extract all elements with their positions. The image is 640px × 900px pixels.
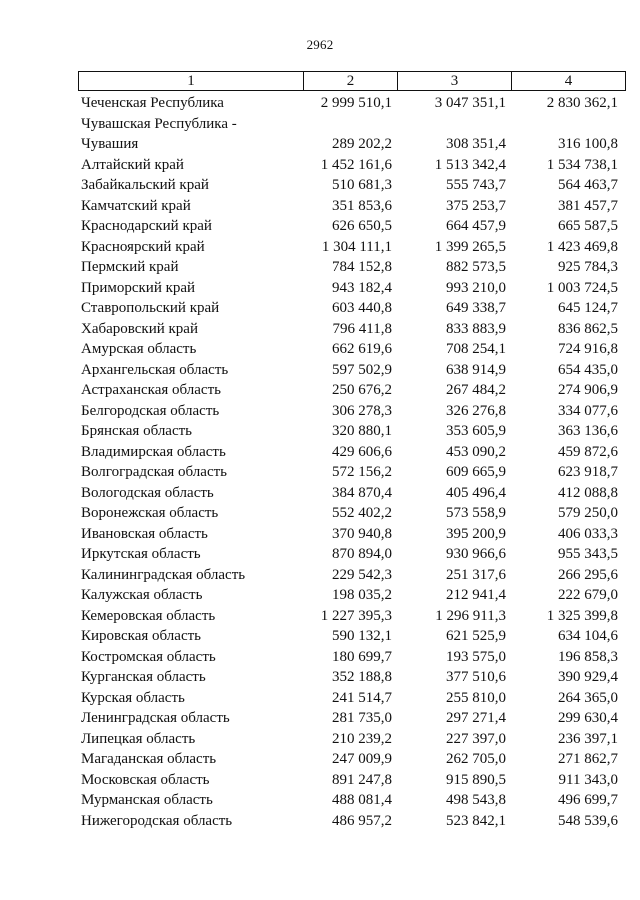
value-col-3: 297 271,4 (446, 710, 506, 726)
value-col-3: 621 525,9 (446, 628, 506, 644)
value-col-4: 299 630,4 (558, 710, 618, 726)
value-col-4: 236 397,1 (558, 730, 618, 747)
table-row (78, 667, 626, 688)
value-col-4: 459 872,6 (558, 443, 618, 460)
header-col-1: 1 (187, 72, 195, 89)
value-col-3: 375 253,7 (446, 197, 506, 214)
value-col-2: 870 894,0 (332, 546, 392, 562)
value-col-3: 1 513 342,4 (434, 156, 506, 173)
value-col-3: 609 665,9 (446, 464, 506, 480)
value-col-2: 281 735,0 (332, 710, 392, 726)
table-row (78, 503, 626, 524)
value-col-4: 266 295,6 (558, 566, 618, 583)
region-name: Иркутская область (81, 546, 201, 562)
table-row (78, 647, 626, 668)
region-name: Кемеровская область (81, 607, 216, 624)
table-row (78, 401, 626, 422)
value-col-2: 796 411,8 (332, 320, 392, 337)
value-col-3: 523 842,1 (446, 812, 506, 829)
table-row (78, 442, 626, 463)
value-col-4: 665 587,5 (558, 218, 618, 234)
region-name: Курганская область (81, 669, 206, 685)
table-row (78, 770, 626, 791)
region-name: Приморский край (81, 279, 196, 296)
value-col-3: 308 351,4 (446, 136, 506, 152)
value-col-4: 222 679,0 (558, 587, 618, 603)
table-row (78, 257, 626, 278)
value-col-2: 351 853,6 (332, 197, 392, 214)
value-col-3: 664 457,9 (446, 218, 506, 234)
data-table (78, 71, 626, 831)
value-col-4: 390 929,4 (558, 669, 618, 685)
value-col-3: 993 210,0 (446, 279, 506, 296)
value-col-3: 227 397,0 (446, 730, 506, 747)
region-name: Воронежская область (81, 505, 219, 521)
value-col-2: 572 156,2 (332, 464, 392, 480)
value-col-3: 555 743,7 (446, 177, 506, 193)
value-col-4: 645 124,7 (558, 300, 618, 316)
value-col-3: 193 575,0 (446, 648, 506, 665)
value-col-4: 911 343,0 (558, 771, 618, 788)
value-col-2: 306 278,3 (332, 402, 392, 419)
value-col-4: 412 088,8 (558, 484, 618, 501)
value-col-2: 510 681,3 (332, 177, 392, 193)
value-col-3: 377 510,6 (446, 669, 506, 685)
value-col-3: 882 573,5 (446, 259, 506, 275)
value-col-2: 590 132,1 (332, 628, 392, 644)
value-col-3: 3 047 351,1 (434, 95, 506, 111)
value-col-2: 626 650,5 (332, 218, 392, 234)
region-name: Липецкая область (81, 730, 196, 747)
value-col-2: 198 035,2 (332, 587, 392, 603)
region-name: Брянская область (81, 423, 193, 439)
region-name: Владимирская область (81, 443, 226, 460)
value-col-2: 241 514,7 (332, 689, 392, 706)
value-col-3: 353 605,9 (446, 423, 506, 439)
region-name: Волгоградская область (81, 464, 227, 480)
table-row (78, 421, 626, 442)
value-col-4: 634 104,6 (558, 628, 618, 644)
value-col-2: 370 940,8 (332, 525, 392, 542)
table-row (78, 688, 626, 709)
table-row (78, 237, 626, 258)
region-name: Вологодская область (81, 484, 214, 501)
value-col-2: 247 009,9 (332, 751, 392, 767)
table-row (78, 319, 626, 340)
table-header (78, 71, 626, 91)
table-row (78, 380, 626, 401)
value-col-2: 488 081,4 (332, 792, 392, 808)
region-name: Магаданская область (81, 751, 217, 767)
region-name: Пермский край (81, 259, 179, 275)
value-col-4: 406 033,3 (558, 525, 618, 542)
value-col-4: 564 463,7 (558, 177, 618, 193)
table-row (78, 216, 626, 237)
value-col-2: 552 402,2 (332, 505, 392, 521)
value-col-3: 915 890,5 (446, 771, 506, 788)
value-col-3: 453 090,2 (446, 443, 506, 460)
value-col-2: 250 676,2 (332, 382, 392, 398)
value-col-4: 274 906,9 (558, 382, 618, 398)
value-col-4: 1 423 469,8 (546, 238, 618, 255)
region-name: Курская область (81, 689, 185, 706)
value-col-2: 597 502,9 (332, 361, 392, 378)
value-col-4: 334 077,6 (558, 402, 618, 419)
value-col-2: 662 619,6 (332, 341, 392, 357)
region-name: Московская область (81, 771, 210, 788)
value-col-4: 579 250,0 (558, 505, 618, 521)
value-col-2: 943 182,4 (332, 279, 392, 296)
value-col-3: 267 484,2 (446, 382, 506, 398)
value-col-4: 2 830 362,1 (546, 95, 618, 111)
value-col-2: 210 239,2 (332, 730, 392, 747)
value-col-3: 833 883,9 (446, 320, 506, 337)
value-col-2: 1 452 161,6 (320, 156, 392, 173)
value-col-4: 316 100,8 (558, 136, 618, 152)
value-col-2: 229 542,3 (332, 566, 392, 583)
value-col-3: 649 338,7 (446, 300, 506, 316)
value-col-3: 262 705,0 (446, 751, 506, 767)
table-body (78, 93, 626, 831)
value-col-2: 2 999 510,1 (320, 95, 392, 111)
value-col-3: 255 810,0 (446, 689, 506, 706)
region-name: Белгородская область (81, 402, 220, 419)
table-row (78, 626, 626, 647)
value-col-3: 212 941,4 (446, 587, 506, 603)
table-row (78, 708, 626, 729)
table-row (78, 114, 626, 155)
table-row (78, 729, 626, 750)
table-row (78, 298, 626, 319)
region-name: Чеченская Республика (81, 95, 224, 111)
value-col-3: 498 543,8 (446, 792, 506, 808)
value-col-2: 1 304 111,1 (321, 238, 392, 255)
value-col-3: 1 296 911,3 (435, 607, 506, 624)
region-name: Чувашская Республика - Чувашия (81, 115, 237, 152)
value-col-4: 381 457,7 (558, 197, 618, 214)
value-col-4: 724 916,8 (558, 341, 618, 357)
header-col-2: 2 (303, 72, 397, 90)
header-col-3: 3 (397, 72, 511, 90)
value-col-3: 1 399 265,5 (434, 238, 506, 255)
value-col-2: 320 880,1 (332, 423, 392, 439)
region-name: Забайкальский край (81, 177, 209, 193)
table-row (78, 155, 626, 176)
table-row (78, 565, 626, 586)
value-col-2: 352 188,8 (332, 669, 392, 685)
region-name: Костромская область (81, 648, 216, 665)
value-col-2: 429 606,6 (332, 443, 392, 460)
region-name: Ленинградская область (81, 710, 230, 726)
region-name: Краснодарский край (81, 218, 212, 234)
region-name: Хабаровский край (81, 320, 198, 337)
value-col-3: 405 496,4 (446, 484, 506, 501)
value-col-4: 654 435,0 (558, 361, 618, 378)
table-row (78, 585, 626, 606)
value-col-2: 180 699,7 (332, 648, 392, 665)
value-col-2: 1 227 395,3 (320, 607, 392, 624)
value-col-2: 603 440,8 (332, 300, 392, 316)
region-name: Ивановская область (81, 525, 208, 542)
table-row (78, 483, 626, 504)
region-name: Мурманская область (81, 792, 213, 808)
region-name: Камчатский край (81, 197, 191, 214)
value-col-4: 363 136,6 (558, 423, 618, 439)
region-name: Калининградская область (81, 566, 246, 583)
value-col-3: 326 276,8 (446, 402, 506, 419)
value-col-3: 251 317,6 (446, 566, 506, 583)
value-col-4: 1 325 399,8 (546, 607, 618, 624)
value-col-3: 708 254,1 (446, 341, 506, 357)
region-name: Калужская область (81, 587, 203, 603)
table-row (78, 278, 626, 299)
value-col-4: 264 365,0 (558, 689, 618, 706)
value-col-4: 496 699,7 (558, 792, 618, 808)
value-col-2: 784 152,8 (332, 259, 392, 275)
region-name: Алтайский край (81, 156, 184, 173)
table-row (78, 175, 626, 196)
table-row (78, 524, 626, 545)
value-col-2: 384 870,4 (332, 484, 392, 501)
table-row (78, 544, 626, 565)
value-col-3: 930 966,6 (446, 546, 506, 562)
value-col-4: 196 858,3 (558, 648, 618, 665)
region-name: Амурская область (81, 341, 197, 357)
value-col-3: 638 914,9 (446, 361, 506, 378)
table-row (78, 339, 626, 360)
page-number: 2962 (306, 37, 334, 52)
value-col-2: 289 202,2 (332, 136, 392, 152)
value-col-4: 1 003 724,5 (546, 279, 618, 296)
value-col-4: 1 534 738,1 (546, 156, 618, 173)
region-name: Ставропольский край (81, 300, 220, 316)
region-name: Астраханская область (81, 382, 221, 398)
value-col-3: 573 558,9 (446, 505, 506, 521)
table-row (78, 360, 626, 381)
table-row (78, 749, 626, 770)
value-col-3: 395 200,9 (446, 525, 506, 542)
table-row (78, 606, 626, 627)
value-col-4: 548 539,6 (558, 812, 618, 829)
value-col-4: 836 862,5 (558, 320, 618, 337)
table-row (78, 93, 626, 114)
table-row (78, 196, 626, 217)
value-col-4: 271 862,7 (558, 751, 618, 767)
region-name: Кировская область (81, 628, 202, 644)
table-row (78, 811, 626, 832)
value-col-2: 486 957,2 (332, 812, 392, 829)
table-row (78, 462, 626, 483)
region-name: Нижегородская область (81, 812, 233, 829)
region-name: Архангельская область (81, 361, 229, 378)
region-name: Красноярский край (81, 238, 205, 255)
table-row (78, 790, 626, 811)
value-col-4: 925 784,3 (558, 259, 618, 275)
value-col-4: 623 918,7 (558, 464, 618, 480)
value-col-4: 955 343,5 (558, 546, 618, 562)
value-col-2: 891 247,8 (332, 771, 392, 788)
header-col-4: 4 (511, 72, 625, 90)
